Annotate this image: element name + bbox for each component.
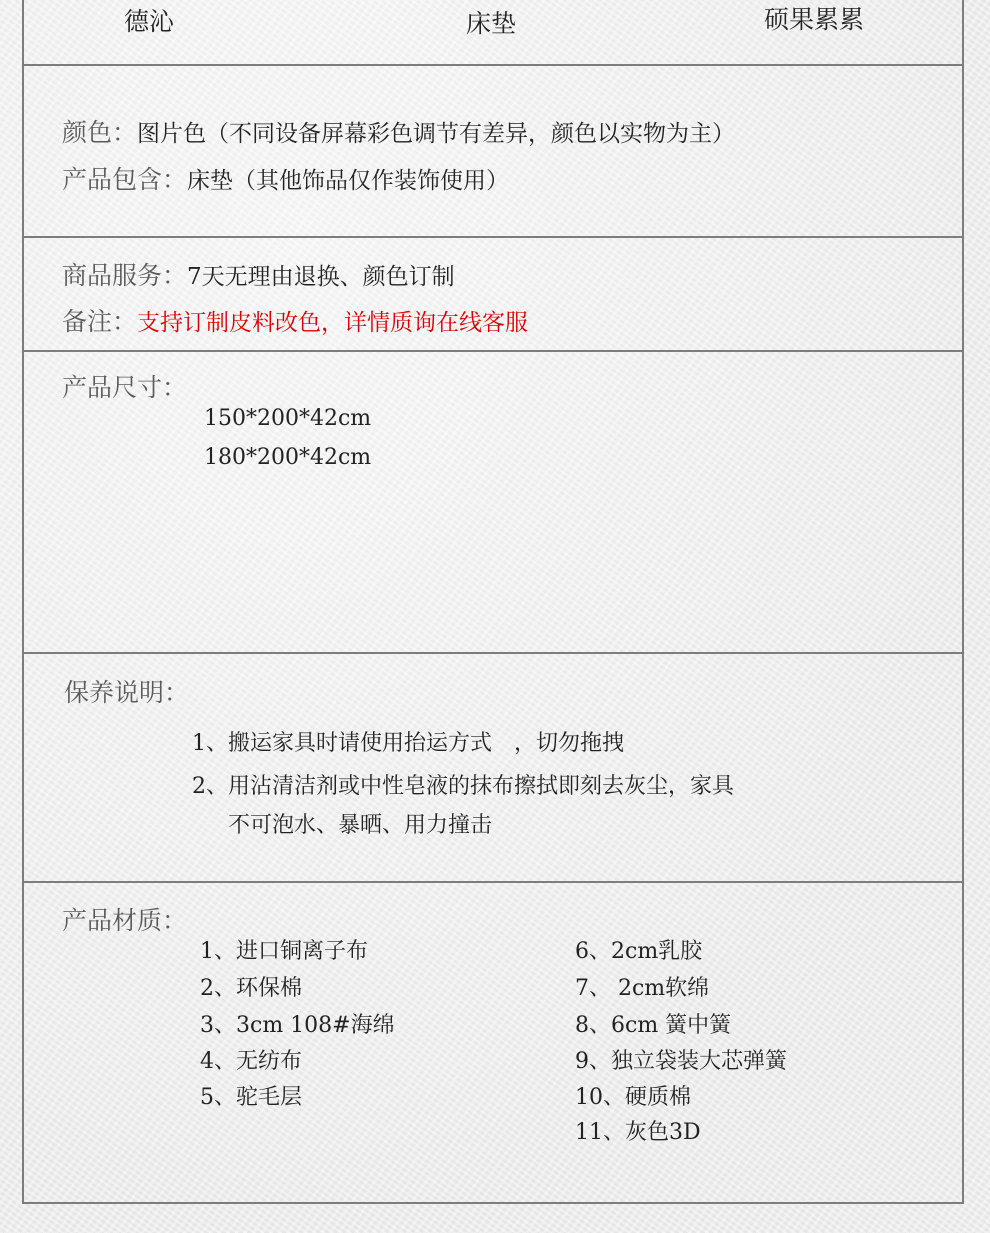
color-row: [62, 113, 735, 149]
material-item: 9、独立袋装大芯弹簧: [575, 1049, 787, 1074]
includes-value: 床垫（其他饰品仅作装饰使用）: [187, 168, 510, 194]
includes-row: [62, 160, 509, 196]
color-label: 颜色：: [62, 118, 138, 147]
material-label: 产品材质：: [62, 906, 188, 935]
material-item: 7、 2cm软绵: [575, 976, 710, 1001]
material-item: 5、驼毛层: [200, 1085, 302, 1110]
service-value: 7天无理由退换、颜色订制: [187, 264, 455, 290]
divider-care: [22, 881, 964, 883]
note-label: 备注：: [62, 307, 138, 336]
material-item: 8、6cm 簧中簧: [575, 1013, 732, 1038]
brand-name: 德沁: [124, 7, 175, 36]
service-label: 商品服务：: [62, 261, 188, 290]
divider-bottom: [22, 1202, 964, 1204]
size-label: 产品尺寸：: [62, 373, 188, 402]
material-item: 4、无纺布: [200, 1049, 302, 1074]
material-item: 10、硬质棉: [575, 1085, 691, 1110]
series-name: 硕果累累: [764, 5, 865, 34]
divider-size: [22, 652, 964, 654]
size-item: 180*200*42cm: [204, 445, 372, 470]
color-value: 图片色（不同设备屏幕彩色调节有差异，颜色以实物为主）: [137, 121, 736, 147]
care-label: 保养说明：: [64, 678, 190, 707]
size-item: 150*200*42cm: [204, 406, 372, 431]
material-item: 11、灰色3D: [575, 1120, 701, 1145]
service-row: [62, 256, 455, 292]
divider-header: [22, 64, 964, 66]
material-item: 1、进口铜离子布: [200, 939, 368, 964]
material-item: 3、3cm 108#海绵: [200, 1013, 395, 1038]
care-item-2-line-1: 2、用沾清洁剂或中性皂液的抹布擦拭即刻去灰尘，家具: [192, 774, 734, 799]
material-item: 6、2cm乳胶: [575, 939, 703, 964]
note-value: 支持订制皮料改色，详情质询在线客服: [137, 310, 529, 336]
divider-service: [22, 350, 964, 352]
material-item: 2、环保棉: [200, 976, 302, 1001]
includes-label: 产品包含：: [62, 165, 188, 194]
care-item-1: 1、搬运家具时请使用抬运方式 ，切勿拖拽: [192, 731, 624, 756]
category-name: 床垫: [466, 9, 517, 38]
note-row: [62, 302, 528, 338]
care-item-2-line-2: 不可泡水、暴晒、用力撞击: [228, 813, 493, 838]
divider-basic: [22, 236, 964, 238]
